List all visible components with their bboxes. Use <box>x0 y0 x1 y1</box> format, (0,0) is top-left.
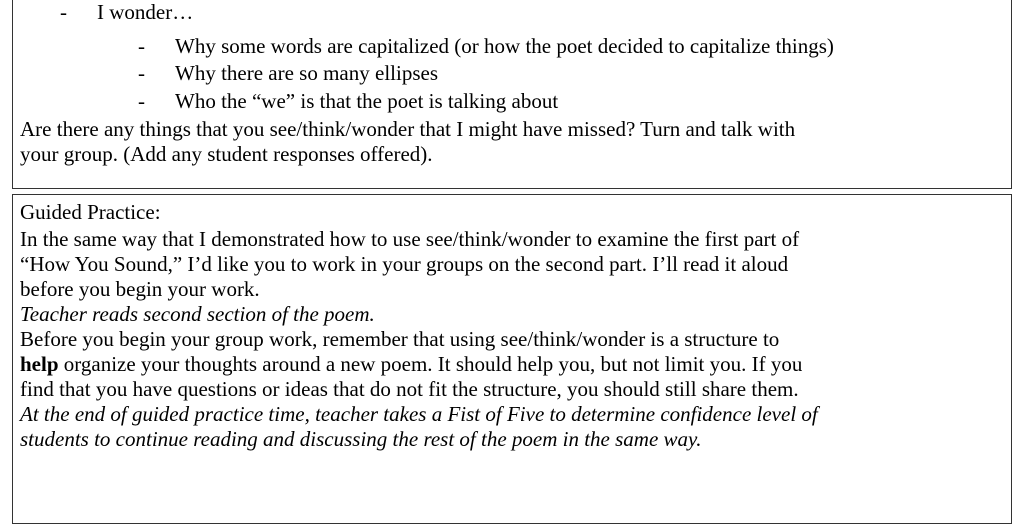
paragraph-line: Before you begin your group work, remember that using see/think/wonder is a structure to <box>20 327 780 351</box>
bullet-dash: - <box>60 0 67 24</box>
paragraph-line: before you begin your work. <box>20 277 260 301</box>
closing-text: At the end of guided practice time, teacher takes a Fist of Five to determine confidence level of <box>20 402 818 426</box>
closing-text: students to continue reading and discussing the rest of the poem in the same way. <box>20 427 702 451</box>
bullet-dash: - <box>138 61 145 85</box>
paragraph-line <box>20 352 802 377</box>
stage-direction <box>20 302 375 327</box>
wonder-item: Why some words are capitalized (or how the poet decided to capitalize things) <box>175 34 834 58</box>
stage-direction-text: Teacher reads second section of the poem. <box>20 302 375 326</box>
prompt-text: your group. (Add any student responses offered). <box>20 142 433 166</box>
prompt-text: Are there any things that you see/think/wonder that I might have missed? Turn and talk with <box>20 117 796 141</box>
wonder-item: Why there are so many ellipses <box>175 61 438 85</box>
paragraph-line: find that you have questions or ideas that do not fit the structure, you should still share them. <box>20 377 799 401</box>
bullet-dash: - <box>138 89 145 113</box>
closing-line <box>20 402 818 427</box>
closing-line <box>20 427 701 452</box>
wonder-item: Who the “we” is that the poet is talking about <box>175 89 559 113</box>
paragraph-line: In the same way that I demonstrated how to use see/think/wonder to examine the first part of <box>20 227 800 251</box>
paragraph-line: “How You Sound,” I’d like you to work in your groups on the second part. I’ll read it aloud <box>20 252 789 276</box>
bold-help: help <box>20 352 59 376</box>
paragraph-rest: organize your thoughts around a new poem. It should help you, but not limit you. If you <box>58 352 803 376</box>
bullet-dash: - <box>138 34 145 58</box>
wonder-label: I wonder… <box>97 0 194 24</box>
section-heading: Guided Practice: <box>20 200 161 224</box>
